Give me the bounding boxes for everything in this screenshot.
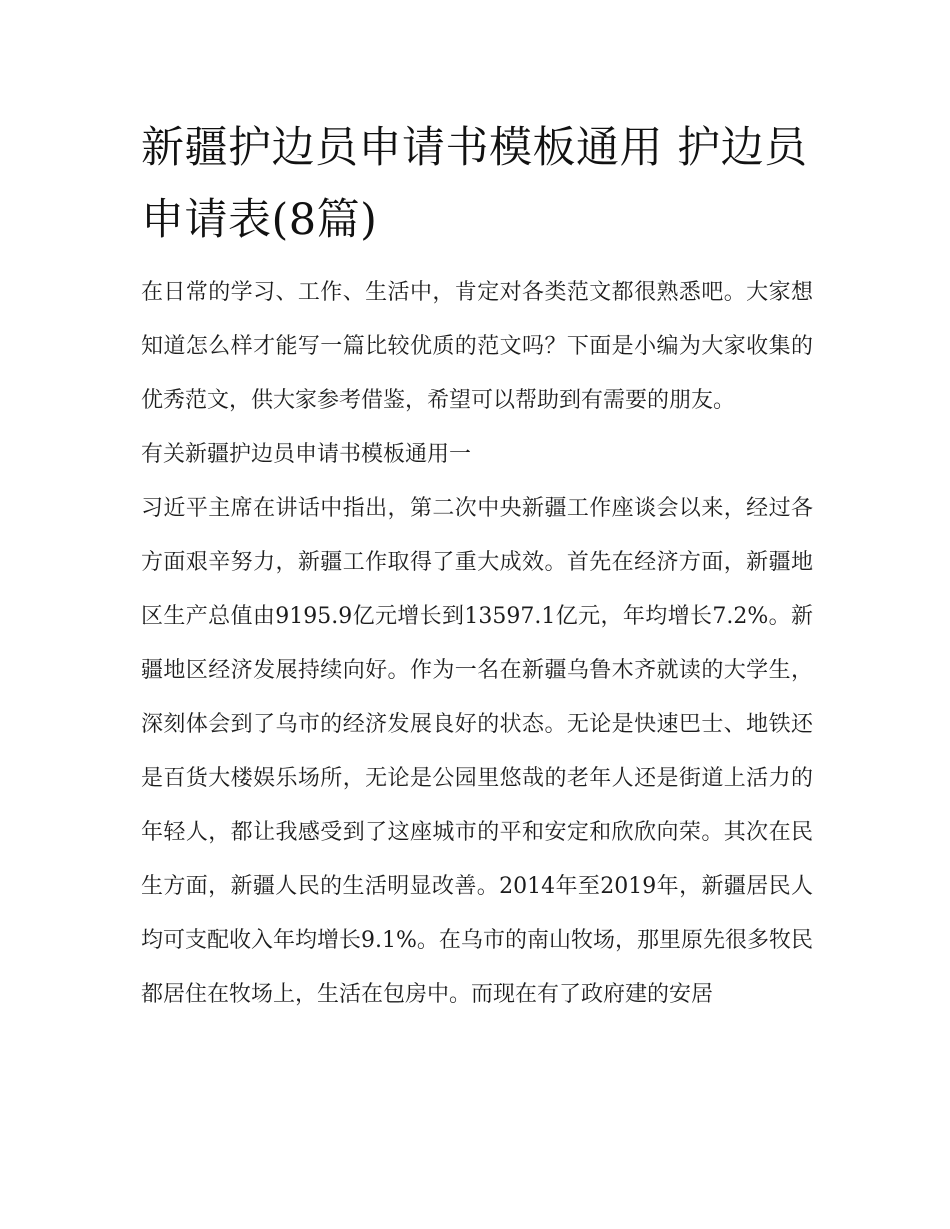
body-paragraph: 习近平主席在讲话中指出，第二次中央新疆工作座谈会以来，经过各方面艰辛努力，新疆工作取得了重大成效。首先在经济方面，新疆地区生产总值由9195.9亿元增长到13597.1亿元，年均增长7.2%。新疆地区经济发展持续向好。作为一名在新疆乌鲁木齐就读的大学生，深刻体会到了乌市的经济发展良好的状态。无论是快速巴士、地铁还是百货大楼娱乐场所，无论是公园里悠哉的老年人还是街道上活力的年轻人，都让我感受到了这座城市的平和安定和欣欣向荣。其次在民生方面，新疆人民的生活明显改善。2014年至2019年，新疆居民人均可支配收入年均增长9.1%。在乌市的南山牧场，那里原先很多牧民都居住在牧场上，生活在包房中。而现在有了政府建的安居 [141,496,813,1007]
intro-paragraph: 在日常的学习、工作、生活中，肯定对各类范文都很熟悉吧。大家想知道怎么样才能写一篇比较优质的范文吗？下面是小编为大家收集的优秀范文，供大家参考借鉴，希望可以帮助到有需要的朋友。 [141,280,813,413]
section-heading: 有关新疆护边员申请书模板通用一 [141,442,472,467]
document-title: 新疆护边员申请书模板通用 护边员申请表(8篇) [141,123,808,245]
document-content [141,112,813,1022]
